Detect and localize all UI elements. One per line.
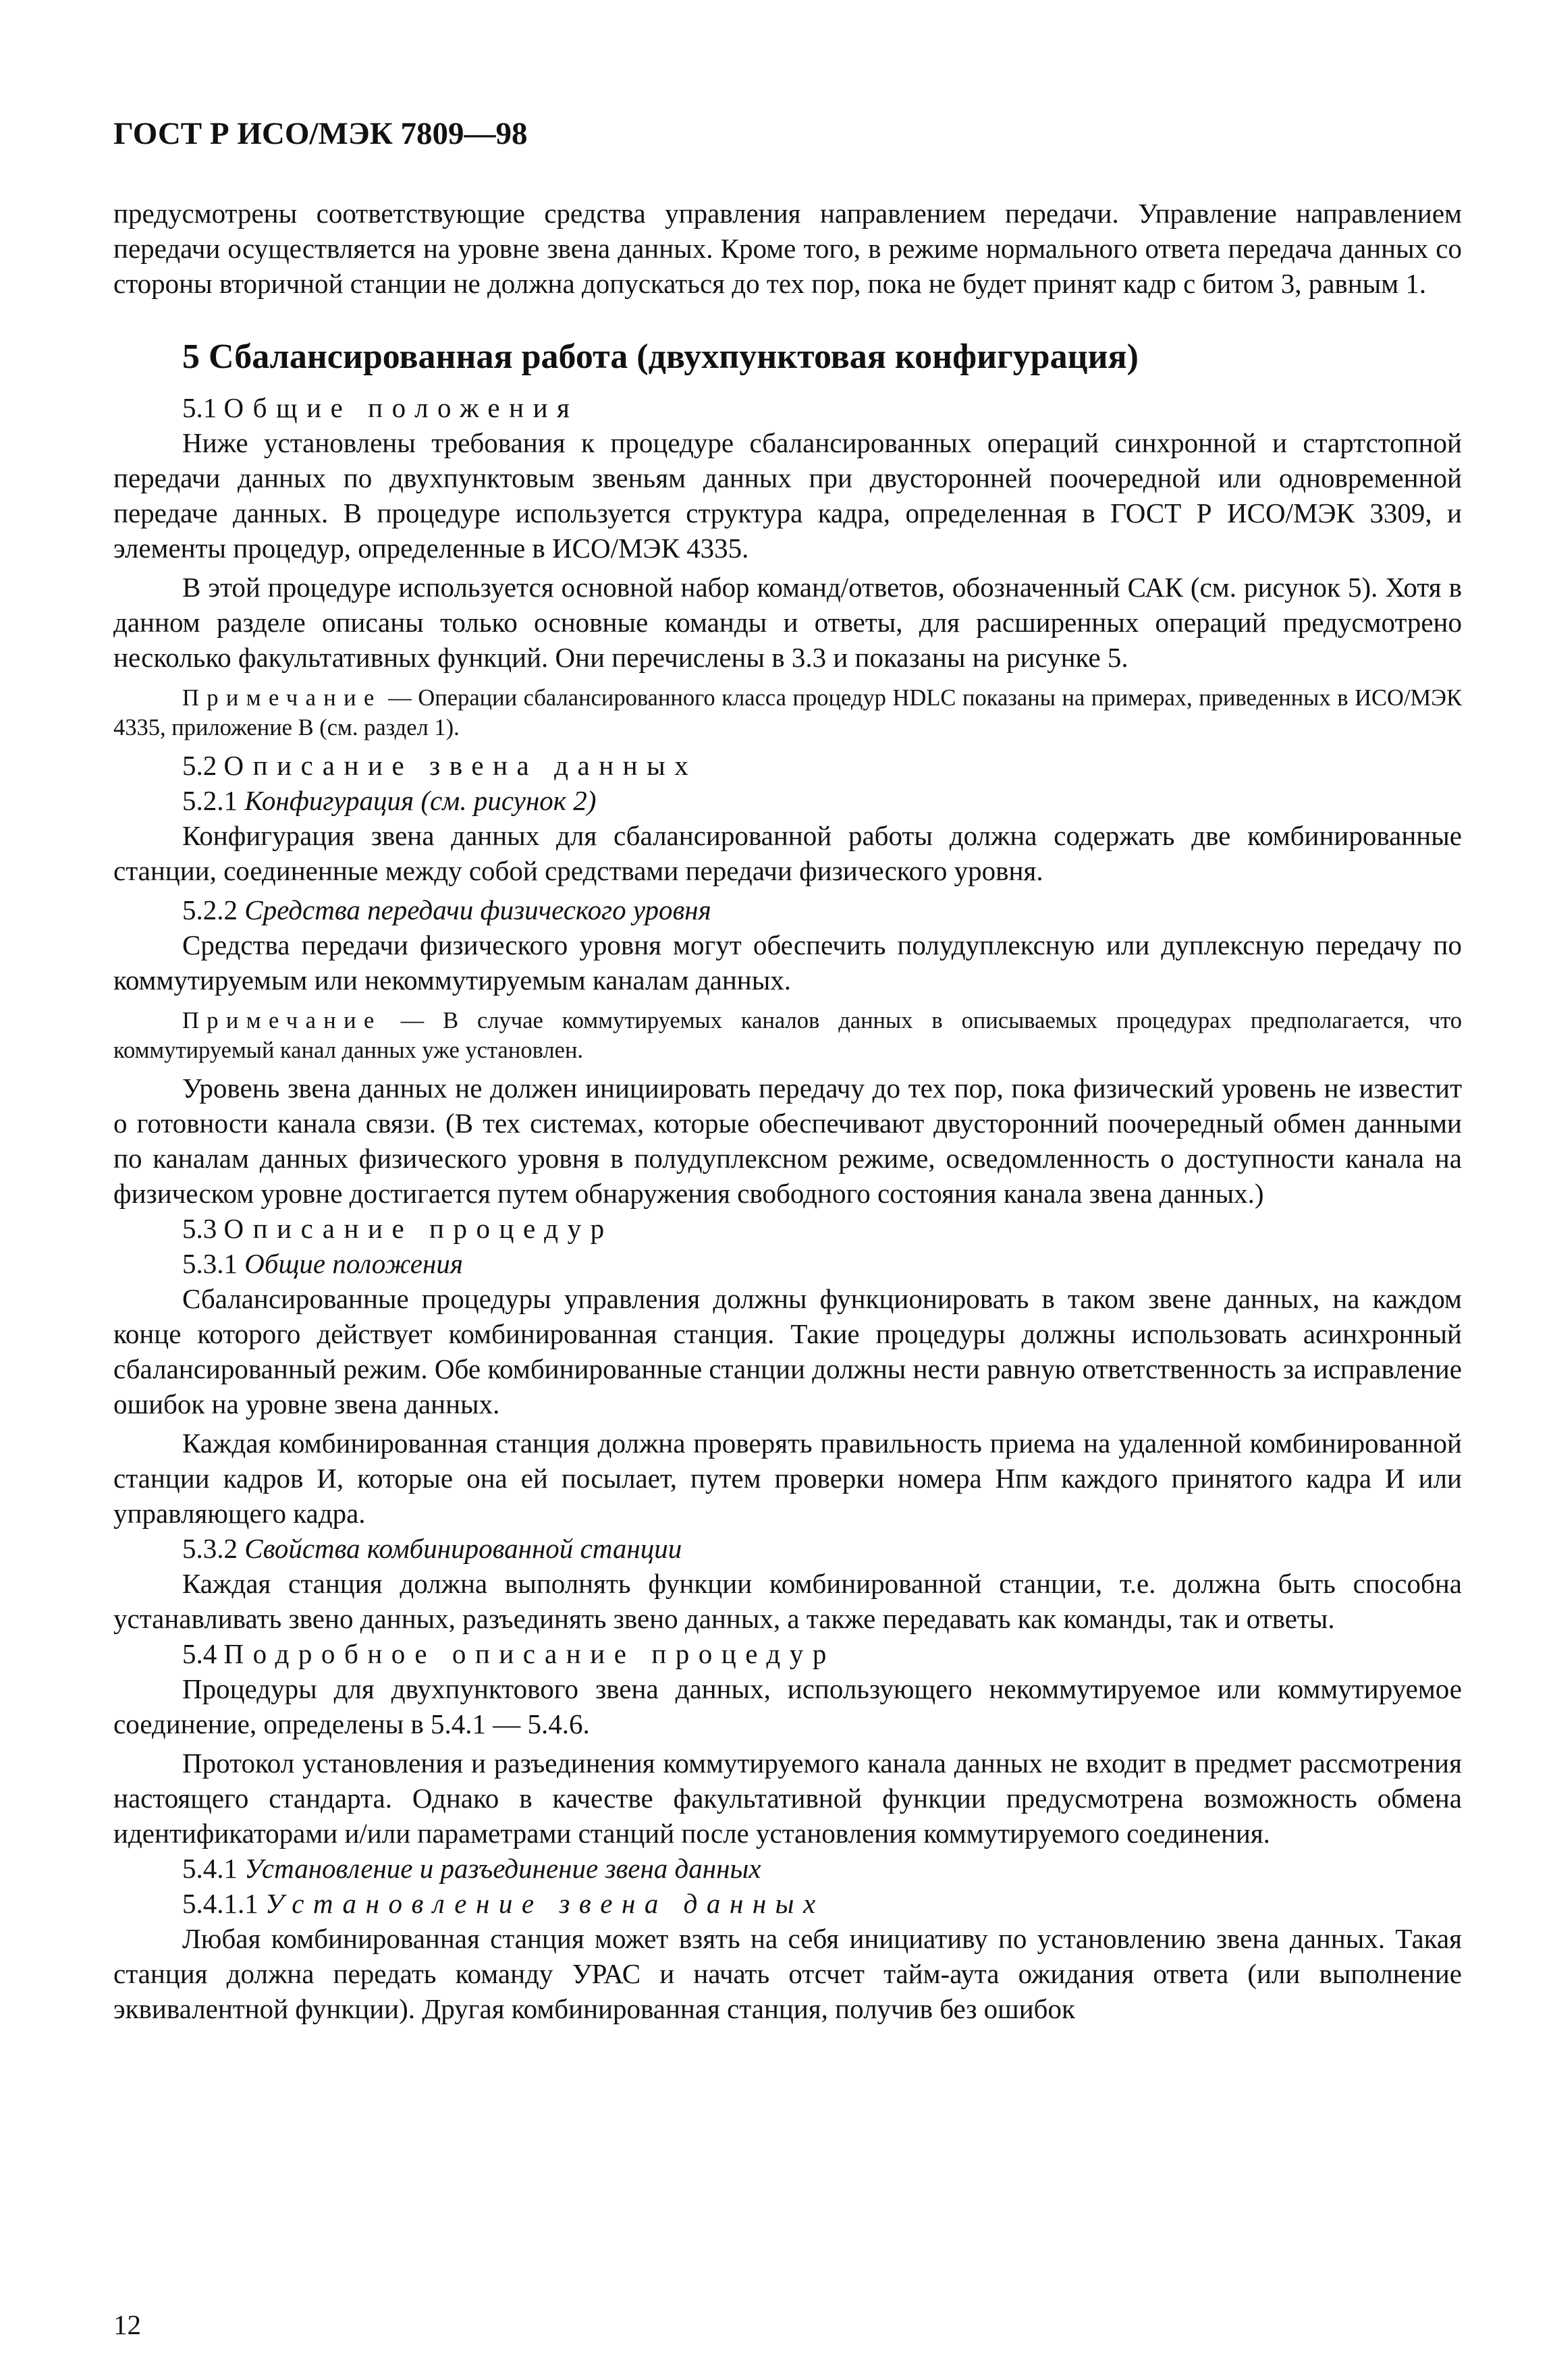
paragraph-5-1-a: Ниже установлены требования к процедуре сбалансированных операций синхронной и стартстопной передачи данных по двухпунктовым звеньям данных при двусторонней поочередной или одновременной передаче данных. В процедуре используется структура кадра, определенная в ГОСТ Р ИСО/МЭК 3309, и элементы процедур, определенные в ИСО/МЭК 4335. — [113, 427, 1462, 564]
subsection-5-4-heading: 5.4 Подробное описание процедур — [182, 1638, 836, 1669]
paragraph-5-3-1-a: Сбалансированные процедуры управления должны функционировать в таком звене данных, на каждом конце которого действует комбинированная станция. Такие процедуры должны использовать асинхронный сбалансированный режим. Обе комбинированные станции должны нести равную ответственность за исправление ошибок на уровне звена данных. — [113, 1283, 1462, 1419]
paragraph-5-3-1-b: Каждая комбинированная станция должна проверять правильность приема на удаленной комбинированной станции кадров И, которые она ей посылает, путем проверки номера Нпм каждого принятого кадра И или управляющего кадра. — [113, 1428, 1462, 1529]
intro-paragraph: предусмотрены соответствующие средства управления направлением передачи. Управление направлением передачи осуществляется на уровне звена данных. Кроме того, в режиме нормального ответа передача данных со стороны вторичной станции не должна допускаться до тех пор, пока не будет принят кадр с битом 3, равным 1. — [113, 198, 1462, 299]
paragraph-5-2-2-a: Средства передачи физического уровня могут обеспечить полудуплексную или дуплексную передачу по коммутируемым или некоммутируемым каналам данных. — [113, 929, 1462, 996]
subsection-5-3-1-heading: 5.3.1 Общие положения — [182, 1248, 463, 1279]
subsection-5-2-1-heading: 5.2.1 Конфигурация (см. рисунок 2) — [182, 785, 597, 816]
subsection-5-3-2-heading: 5.3.2 Свойства комбинированной станции — [182, 1533, 682, 1564]
paragraph-5-2-2-b: Уровень звена данных не должен инициировать передачу до тех пор, пока физический уровень не известит о готовности канала связи. (В тех системах, которые обеспечивают двусторонний поочередный обмен данными по каналам данных физического уровня в полудуплексном режиме, осведомленность о доступности канала на физическом уровне достигается путем обнаружения свободного состояния канала звена данных.) — [113, 1073, 1462, 1209]
page-number: 12 — [113, 2309, 141, 2340]
paragraph-5-4-1-1: Любая комбинированная станция может взять на себя инициативу по установлению звена данных. Такая станция должна передать команду УРАС и начать отсчет тайм-аута ожидания ответа (или выполнение эквивалентной функции). Другая комбинированная станция, получив без ошибок — [113, 1923, 1462, 2024]
subsection-5-2-2-heading: 5.2.2 Средства передачи физического уровня — [182, 894, 711, 925]
subsection-5-2-heading: 5.2 Описание звена данных — [182, 750, 698, 781]
note-5-1: Примечание — Операции сбалансированного класса процедур HDLC показаны на примерах, приведенных в ИСО/МЭК 4335, приложение В (см. раздел 1). — [113, 685, 1462, 740]
subsection-5-4-1-1-heading: 5.4.1.1 Установление звена данных — [182, 1888, 825, 1919]
subsection-5-4-1-heading: 5.4.1 Установление и разъединение звена данных — [182, 1853, 761, 1884]
paragraph-5-4-a: Процедуры для двухпунктового звена данных, использующего некоммутируемое или коммутируемое соединение, определены в 5.4.1 — 5.4.6. — [113, 1673, 1462, 1739]
subsection-5-1-heading: 5.1 Общие положения — [182, 392, 579, 423]
document-page — [113, 113, 1462, 2341]
note-5-2-2: Примечание — В случае коммутируемых каналов данных в описываемых процедурах предполагается, что коммутируемый канал данных уже установлен. — [113, 1008, 1462, 1063]
subsection-5-3-heading: 5.3 Описание процедур — [182, 1213, 614, 1244]
paragraph-5-2-1: Конфигурация звена данных для сбалансированной работы должна содержать две комбинированные станции, соединенные между собой средствами передачи физического уровня. — [113, 820, 1462, 886]
running-header: ГОСТ Р ИСО/МЭК 7809—98 — [113, 116, 528, 151]
section-5-heading: 5 Сбалансированная работа (двухпунктовая конфигурация) — [182, 337, 1139, 376]
paragraph-5-4-b: Протокол установления и разъединения коммутируемого канала данных не входит в предмет рассмотрения настоящего стандарта. Однако в качестве факультативной функции предусмотрена возможность обмена идентификаторами и/или параметрами станций после установления коммутируемого соединения. — [113, 1748, 1462, 1849]
paragraph-5-1-b: В этой процедуре используется основной набор команд/ответов, обозначенный САК (см. рисунок 5). Хотя в данном разделе описаны только основные команды и ответы, для расширенных операций предусмотрено несколько факультативных функций. Они перечислены в 3.3 и показаны на рисунке 5. — [113, 572, 1462, 673]
paragraph-5-3-2: Каждая станция должна выполнять функции комбинированной станции, т.е. должна быть способна устанавливать звено данных, разъединять звено данных, а также передавать как команды, так и ответы. — [113, 1568, 1462, 1634]
